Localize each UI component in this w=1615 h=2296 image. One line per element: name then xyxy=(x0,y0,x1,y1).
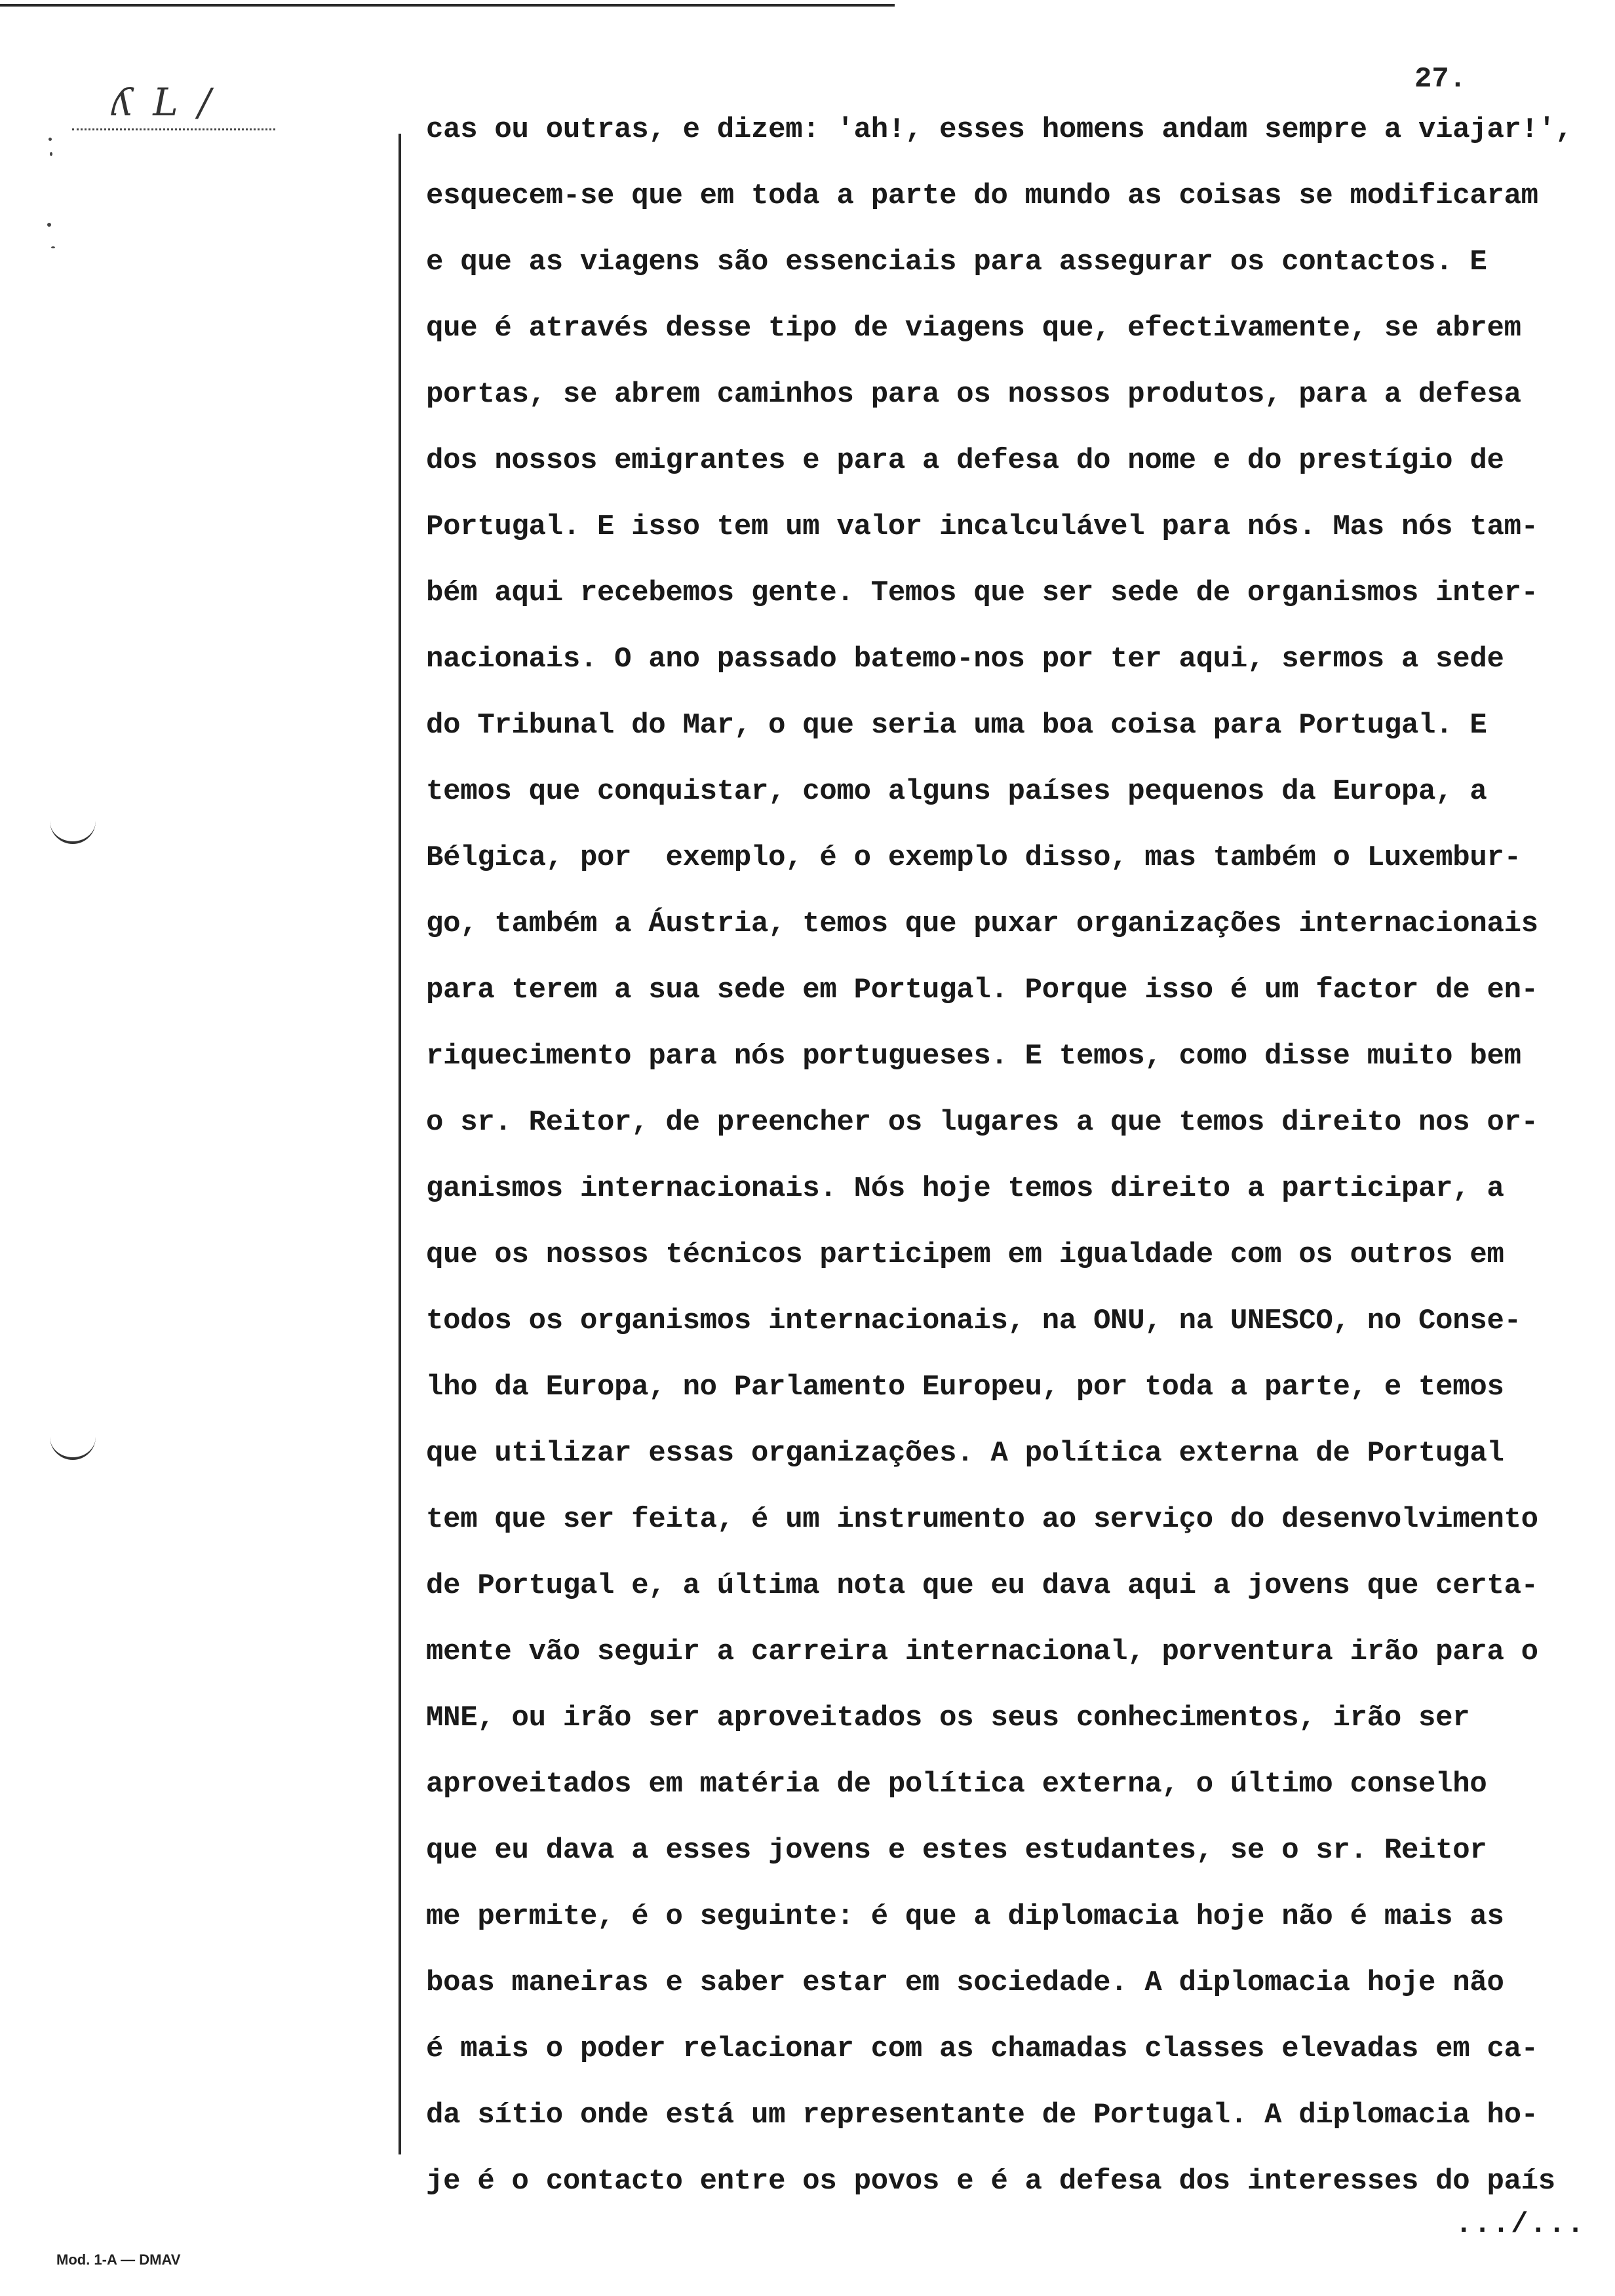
text-line: é mais o poder relacionar com as chamadas classes elevadas em ca- xyxy=(426,2033,1538,2065)
text-line: e que as viagens são essenciais para assegurar os contactos. E xyxy=(426,246,1487,278)
form-code: Mod. 1-A — DMAV xyxy=(56,2251,181,2268)
text-line: da sítio onde está um representante de Portugal. A diplomacia ho- xyxy=(426,2099,1538,2132)
text-line: dos nossos emigrantes e para a defesa do nome e do prestígio de xyxy=(426,444,1504,477)
margin-speck xyxy=(50,152,52,156)
text-line: esquecem-se que em toda a parte do mundo as coisas se modificaram xyxy=(426,180,1538,212)
continuation-mark: .../... xyxy=(1455,2208,1586,2241)
text-line: nacionais. O ano passado batemo-nos por ter aqui, sermos a sede xyxy=(426,643,1504,676)
page-number: 27. xyxy=(1414,63,1467,96)
text-line: bém aqui recebemos gente. Temos que ser sede de organismos inter- xyxy=(426,577,1538,609)
text-line: lho da Europa, no Parlamento Europeu, por toda a parte, e temos xyxy=(426,1371,1504,1404)
text-line: go, também a Áustria, temos que puxar organizações internacionais xyxy=(426,908,1538,940)
text-line: tem que ser feita, é um instrumento ao serviço do desenvolvimento xyxy=(426,1503,1538,1536)
text-line: MNE, ou irão ser aproveitados os seus conhecimentos, irão ser xyxy=(426,1702,1470,1734)
margin-rule xyxy=(399,134,401,2154)
text-line: temos que conquistar, como alguns países pequenos da Europa, a xyxy=(426,775,1487,808)
text-line: para terem a sua sede em Portugal. Porque isso é um factor de en- xyxy=(426,974,1538,1006)
text-line: mente vão seguir a carreira internacional, porventura irão para o xyxy=(426,1636,1538,1668)
text-line: ganismos internacionais. Nós hoje temos direito a participar, a xyxy=(426,1172,1504,1205)
margin-annotation xyxy=(72,80,275,139)
text-line: riquecimento para nós portugueses. E temos, como disse muito bem xyxy=(426,1040,1521,1073)
punch-hole-mark xyxy=(50,819,96,844)
text-line: je é o contacto entre os povos e é a defesa dos interesses do país xyxy=(426,2165,1555,2198)
punch-hole-mark xyxy=(50,1435,96,1460)
document-body xyxy=(426,110,1606,2228)
text-line: do Tribunal do Mar, o que seria uma boa coisa para Portugal. E xyxy=(426,709,1487,742)
margin-speck xyxy=(51,246,55,248)
handwritten-mark: ʎ L / xyxy=(111,80,215,124)
top-rule xyxy=(0,4,895,7)
text-line: aproveitados em matéria de política externa, o último conselho xyxy=(426,1768,1487,1801)
text-line: todos os organismos internacionais, na ONU, na UNESCO, no Conse- xyxy=(426,1305,1521,1337)
text-line: me permite, é o seguinte: é que a diplomacia hoje não é mais as xyxy=(426,1900,1504,1933)
text-line: Portugal. E isso tem um valor incalculável para nós. Mas nós tam- xyxy=(426,510,1538,543)
text-line: Bélgica, por exemplo, é o exemplo disso, mas também o Luxembur- xyxy=(426,841,1521,874)
text-line: boas maneiras e saber estar em sociedade. A diplomacia hoje não xyxy=(426,1966,1504,1999)
margin-speck xyxy=(47,223,51,227)
margin-speck xyxy=(49,138,52,141)
text-line: portas, se abrem caminhos para os nossos produtos, para a defesa xyxy=(426,378,1521,411)
text-line: o sr. Reitor, de preencher os lugares a que temos direito nos or- xyxy=(426,1106,1538,1139)
text-line: que é através desse tipo de viagens que, efectivamente, se abrem xyxy=(426,312,1521,345)
text-line: cas ou outras, e dizem: 'ah!, esses homens andam sempre a viajar!', xyxy=(426,113,1572,146)
text-line: que eu dava a esses jovens e estes estudantes, se o sr. Reitor xyxy=(426,1834,1487,1867)
dotted-line xyxy=(72,128,275,130)
text-line: que os nossos técnicos participem em igualdade com os outros em xyxy=(426,1238,1504,1271)
text-line: que utilizar essas organizações. A política externa de Portugal xyxy=(426,1437,1504,1470)
text-line: de Portugal e, a última nota que eu dava aqui a jovens que certa- xyxy=(426,1569,1538,1602)
